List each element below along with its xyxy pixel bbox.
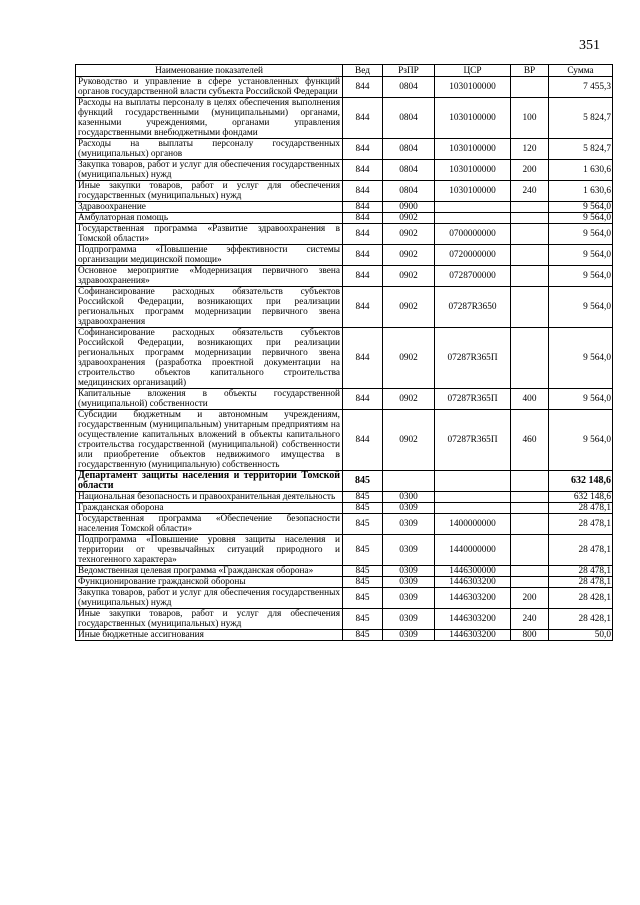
cell-csr: 1446303200 <box>435 609 511 630</box>
table-row <box>76 410 613 471</box>
cell-ved: 844 <box>343 77 383 98</box>
cell-sum: 9 564,0 <box>549 287 613 328</box>
cell-name: Амбулаторная помощь <box>76 213 343 224</box>
header-rzpr: РзПР <box>383 65 435 77</box>
cell-ved: 844 <box>343 213 383 224</box>
cell-name: Расходы на выплаты персоналу государственных (муниципальных) органов <box>76 139 343 160</box>
cell-vr <box>511 287 549 328</box>
cell-sum: 7 455,3 <box>549 77 613 98</box>
cell-vr: 240 <box>511 181 549 202</box>
table-row <box>76 492 613 503</box>
cell-name: Расходы на выплаты персоналу в целях обеспечения выполнения функций государственными (муниципальными) органами, казенными учреждениями, органами управления государственными внебюджетными фондами <box>76 98 343 139</box>
cell-name: Подпрограмма «Повышение уровня защиты населения и территории от чрезвычайных ситуаций природного и техногенного характера» <box>76 535 343 566</box>
cell-csr: 1030100000 <box>435 139 511 160</box>
table-row <box>76 328 613 389</box>
cell-name: Закупка товаров, работ и услуг для обеспечения государственных (муниципальных) нужд <box>76 588 343 609</box>
table-row <box>76 77 613 98</box>
cell-ved: 845 <box>343 492 383 503</box>
cell-vr <box>511 77 549 98</box>
cell-rzpr: 0804 <box>383 139 435 160</box>
cell-csr: 1446303200 <box>435 630 511 641</box>
cell-name: Ведомственная целевая программа «Гражданская оборона» <box>76 566 343 577</box>
cell-rzpr: 0902 <box>383 213 435 224</box>
cell-ved: 844 <box>343 245 383 266</box>
cell-rzpr: 0804 <box>383 77 435 98</box>
cell-vr: 800 <box>511 630 549 641</box>
cell-name: Капитальные вложения в объекты государственной (муниципальной) собственности <box>76 389 343 410</box>
cell-rzpr: 0902 <box>383 245 435 266</box>
cell-sum: 9 564,0 <box>549 328 613 389</box>
cell-ved: 845 <box>343 609 383 630</box>
cell-vr: 200 <box>511 160 549 181</box>
cell-vr <box>511 213 549 224</box>
table-row <box>76 160 613 181</box>
cell-csr: 1030100000 <box>435 181 511 202</box>
cell-vr <box>511 535 549 566</box>
cell-name: Департамент защиты населения и территории Томской области <box>76 471 343 492</box>
cell-name: Закупка товаров, работ и услуг для обеспечения государственных (муниципальных) нужд <box>76 160 343 181</box>
cell-sum: 1 630,6 <box>549 181 613 202</box>
cell-csr: 07287R365П <box>435 328 511 389</box>
table-row <box>76 514 613 535</box>
cell-name: Подпрограмма «Повышение эффективности системы организации медицинской помощи» <box>76 245 343 266</box>
cell-vr <box>511 514 549 535</box>
table-row <box>76 535 613 566</box>
cell-ved: 844 <box>343 98 383 139</box>
cell-sum: 28 478,1 <box>549 503 613 514</box>
cell-rzpr: 0309 <box>383 566 435 577</box>
cell-ved: 844 <box>343 328 383 389</box>
table-row <box>76 566 613 577</box>
cell-csr: 1030100000 <box>435 77 511 98</box>
cell-csr <box>435 492 511 503</box>
table-row <box>76 577 613 588</box>
cell-csr: 1446303200 <box>435 588 511 609</box>
cell-vr: 120 <box>511 139 549 160</box>
cell-sum: 9 564,0 <box>549 389 613 410</box>
cell-vr <box>511 577 549 588</box>
cell-vr <box>511 492 549 503</box>
cell-vr <box>511 471 549 492</box>
cell-name: Иные бюджетные ассигнования <box>76 630 343 641</box>
cell-csr: 07287R3650 <box>435 287 511 328</box>
cell-ved: 845 <box>343 503 383 514</box>
header-sum: Сумма <box>549 65 613 77</box>
table-row <box>76 202 613 213</box>
cell-ved: 844 <box>343 224 383 245</box>
table-row <box>76 287 613 328</box>
cell-csr: 1030100000 <box>435 98 511 139</box>
cell-sum: 28 428,1 <box>549 588 613 609</box>
cell-csr <box>435 202 511 213</box>
cell-name: Функционирование гражданской обороны <box>76 577 343 588</box>
cell-ved: 844 <box>343 181 383 202</box>
cell-sum: 28 478,1 <box>549 577 613 588</box>
cell-rzpr: 0902 <box>383 266 435 287</box>
cell-rzpr: 0900 <box>383 202 435 213</box>
cell-rzpr: 0309 <box>383 588 435 609</box>
header-ved: Вед <box>343 65 383 77</box>
cell-sum: 9 564,0 <box>549 245 613 266</box>
cell-ved: 845 <box>343 566 383 577</box>
cell-ved: 845 <box>343 535 383 566</box>
cell-csr <box>435 503 511 514</box>
cell-rzpr: 0902 <box>383 328 435 389</box>
cell-rzpr: 0309 <box>383 630 435 641</box>
cell-rzpr: 0804 <box>383 181 435 202</box>
cell-sum: 28 478,1 <box>549 535 613 566</box>
cell-name: Национальная безопасность и правоохранительная деятельность <box>76 492 343 503</box>
table-row <box>76 609 613 630</box>
cell-ved: 844 <box>343 389 383 410</box>
cell-name: Государственная программа «Развитие здравоохранения в Томской области» <box>76 224 343 245</box>
cell-vr <box>511 224 549 245</box>
cell-sum: 28 478,1 <box>549 566 613 577</box>
cell-csr: 0728700000 <box>435 266 511 287</box>
cell-rzpr: 0309 <box>383 535 435 566</box>
cell-sum: 5 824,7 <box>549 98 613 139</box>
cell-name: Основное мероприятие «Модернизация первичного звена здравоохранения» <box>76 266 343 287</box>
cell-ved: 845 <box>343 471 383 492</box>
cell-sum: 632 148,6 <box>549 492 613 503</box>
cell-rzpr: 0309 <box>383 503 435 514</box>
cell-csr: 0720000000 <box>435 245 511 266</box>
cell-vr: 100 <box>511 98 549 139</box>
cell-name: Софинансирование расходных обязательств субъектов Российской Федерации, возникающих при реализации региональных программ модернизации первичного звена здравоохранения <box>76 287 343 328</box>
cell-name: Гражданская оборона <box>76 503 343 514</box>
cell-name: Иные закупки товаров, работ и услуг для обеспечения государственных (муниципальных) нужд <box>76 181 343 202</box>
cell-name: Софинансирование расходных обязательств субъектов Российской Федерации, возникающих при реализации региональных программ модернизации первичного звена здравоохранения (разработка проектной документации на строительство объектов капитального строительства медицинских организаций) <box>76 328 343 389</box>
cell-sum: 28 428,1 <box>549 609 613 630</box>
cell-csr <box>435 471 511 492</box>
cell-vr: 200 <box>511 588 549 609</box>
cell-rzpr: 0804 <box>383 98 435 139</box>
cell-sum: 28 478,1 <box>549 514 613 535</box>
cell-csr: 1446303200 <box>435 577 511 588</box>
cell-ved: 844 <box>343 287 383 328</box>
cell-sum: 9 564,0 <box>549 202 613 213</box>
table-row <box>76 630 613 641</box>
table-row <box>76 245 613 266</box>
cell-rzpr: 0804 <box>383 160 435 181</box>
cell-ved: 845 <box>343 577 383 588</box>
cell-ved: 845 <box>343 588 383 609</box>
cell-name: Руководство и управление в сфере установленных функций органов государственной власти субъекта Российской Федерации <box>76 77 343 98</box>
cell-name: Государственная программа «Обеспечение безопасности населения Томской области» <box>76 514 343 535</box>
cell-rzpr <box>383 471 435 492</box>
cell-csr: 1446300000 <box>435 566 511 577</box>
cell-rzpr: 0309 <box>383 577 435 588</box>
header-csr: ЦСР <box>435 65 511 77</box>
cell-csr: 1400000000 <box>435 514 511 535</box>
table-row <box>76 588 613 609</box>
cell-ved: 844 <box>343 139 383 160</box>
table-row <box>76 213 613 224</box>
cell-name: Здравоохранение <box>76 202 343 213</box>
cell-sum: 1 630,6 <box>549 160 613 181</box>
cell-vr <box>511 566 549 577</box>
cell-csr: 1440000000 <box>435 535 511 566</box>
cell-vr <box>511 202 549 213</box>
cell-ved: 844 <box>343 266 383 287</box>
cell-csr: 07287R365П <box>435 410 511 471</box>
header-name: Наименование показателей <box>76 65 343 77</box>
table-row <box>76 266 613 287</box>
cell-vr: 240 <box>511 609 549 630</box>
cell-name: Иные закупки товаров, работ и услуг для обеспечения государственных (муниципальных) нужд <box>76 609 343 630</box>
cell-ved: 844 <box>343 160 383 181</box>
table-body <box>76 77 613 641</box>
table-header-row <box>76 65 613 77</box>
cell-csr: 0700000000 <box>435 224 511 245</box>
cell-vr <box>511 245 549 266</box>
table-row <box>76 224 613 245</box>
cell-vr <box>511 328 549 389</box>
cell-vr <box>511 503 549 514</box>
table-row <box>76 181 613 202</box>
cell-sum: 9 564,0 <box>549 213 613 224</box>
cell-vr: 400 <box>511 389 549 410</box>
cell-sum: 9 564,0 <box>549 410 613 471</box>
budget-table <box>75 64 613 641</box>
page-number: 351 <box>579 38 600 53</box>
cell-vr: 460 <box>511 410 549 471</box>
cell-rzpr: 0300 <box>383 492 435 503</box>
cell-ved: 845 <box>343 514 383 535</box>
cell-ved: 844 <box>343 202 383 213</box>
table-row <box>76 98 613 139</box>
cell-ved: 844 <box>343 410 383 471</box>
cell-sum: 632 148,6 <box>549 471 613 492</box>
cell-name: Субсидии бюджетным и автономным учреждениям, государственным (муниципальным) унитарным предприятиям на осуществление капитальных вложений в объекты капитального строительства государственной (муниципальной) собственности или приобретение объектов недвижимого имущества в государственную (муниципальную) собственность <box>76 410 343 471</box>
cell-sum: 9 564,0 <box>549 224 613 245</box>
cell-vr <box>511 266 549 287</box>
cell-sum: 50,0 <box>549 630 613 641</box>
cell-rzpr: 0902 <box>383 287 435 328</box>
table-row <box>76 389 613 410</box>
table-row <box>76 503 613 514</box>
cell-sum: 9 564,0 <box>549 266 613 287</box>
cell-rzpr: 0902 <box>383 410 435 471</box>
cell-csr: 07287R365П <box>435 389 511 410</box>
table-row <box>76 139 613 160</box>
cell-csr <box>435 213 511 224</box>
cell-csr: 1030100000 <box>435 160 511 181</box>
cell-ved: 845 <box>343 630 383 641</box>
cell-rzpr: 0902 <box>383 224 435 245</box>
cell-rzpr: 0309 <box>383 609 435 630</box>
header-vr: ВР <box>511 65 549 77</box>
cell-rzpr: 0902 <box>383 389 435 410</box>
cell-rzpr: 0309 <box>383 514 435 535</box>
table-row <box>76 471 613 492</box>
cell-sum: 5 824,7 <box>549 139 613 160</box>
